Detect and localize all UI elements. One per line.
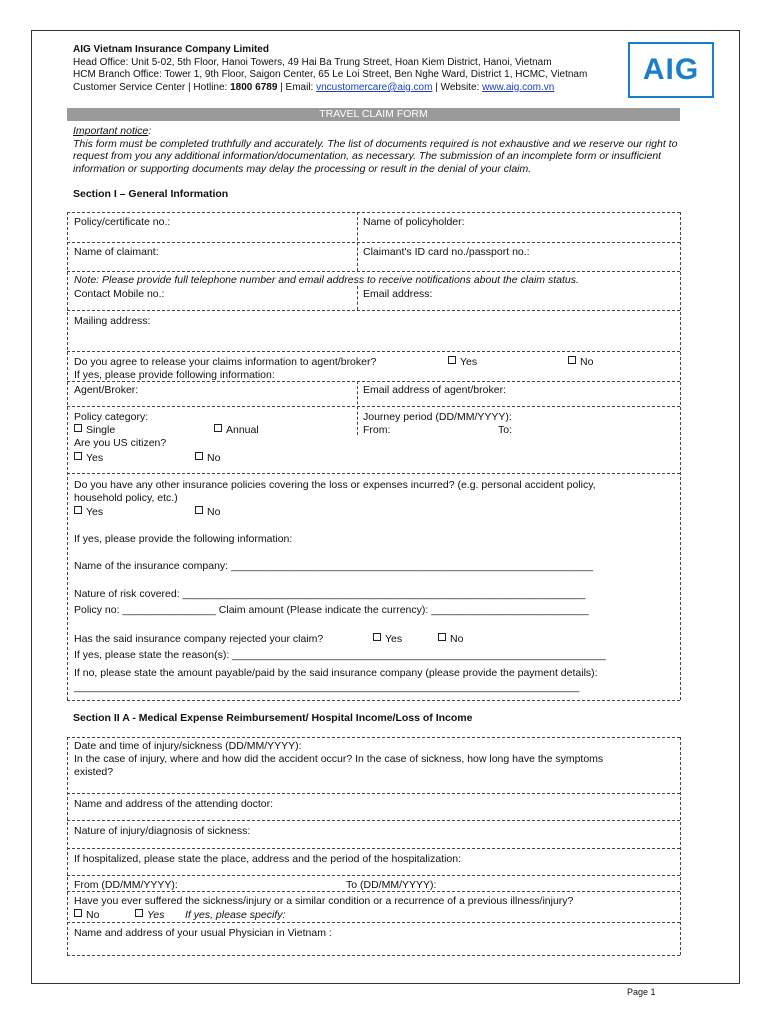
hospitalized-field[interactable]: If hospitalized, please state the place, address and the period of the hospitalization:: [74, 853, 462, 865]
checkbox-icon: [74, 424, 82, 432]
claimant-id-field[interactable]: Claimant's ID card no./passport no.:: [363, 246, 530, 258]
no-label: No: [207, 506, 221, 518]
checkbox-icon: [214, 424, 222, 432]
important-notice: Important notice: This form must be completed truthfully and accurately. The list of documents required is not exhaustive and we reserve our right to request from you any additional information/documentation, as necessary. The submission of an incomplete form or insufficient information or supporting documents may delay the processing or result in the denial of your claim.: [73, 125, 683, 175]
checkbox-icon: [438, 633, 446, 641]
doctor-field[interactable]: Name and address of the attending doctor:: [74, 798, 274, 810]
form-right-border: [680, 212, 681, 700]
divider: [67, 351, 680, 352]
checkbox-icon: [74, 909, 82, 917]
policy-category-label: Policy category:: [74, 411, 149, 423]
injury-where-q: In the case of injury, where and how did the accident occur? In the case of sickness, how long have the symptoms: [74, 753, 604, 765]
injury-where-q2: existed?: [74, 766, 114, 778]
website-prefix: | Website:: [432, 81, 483, 93]
yes-label: Yes: [385, 633, 403, 645]
checkbox-icon: [568, 356, 576, 364]
divider: [67, 922, 680, 923]
us-yes[interactable]: [74, 452, 103, 464]
no-label: No: [580, 356, 594, 368]
column-divider: [357, 381, 358, 435]
divider: [67, 955, 680, 956]
reasons-field[interactable]: If yes, please state the reason(s): ________________________________________________________________: [74, 649, 606, 661]
yes-label: Yes: [147, 909, 165, 921]
journey-period: Journey period (DD/MM/YYYY):: [363, 411, 512, 423]
release-question: Do you agree to release your claims information to agent/broker?: [74, 356, 377, 368]
yes-label: Yes: [86, 452, 104, 464]
website-link[interactable]: www.aig.com.vn: [482, 81, 555, 93]
previous-question: Have you ever suffered the sickness/injury or a similar condition or a recurrence of a previous illness/injury?: [74, 895, 574, 907]
checkbox-icon: [195, 506, 203, 514]
section2-title: Section II A - Medical Expense Reimbursement/ Hospital Income/Loss of Income: [73, 712, 473, 724]
divider: [67, 242, 680, 243]
checkbox-icon: [74, 452, 82, 460]
policy-claim-field[interactable]: Policy no: ________________ Claim amount (Please indicate the currency): ___________________________: [74, 604, 589, 616]
checkbox-icon: [195, 452, 203, 460]
if-yes-following: If yes, please provide the following information:: [74, 533, 293, 545]
divider: [67, 891, 680, 892]
email-field[interactable]: Email address:: [363, 288, 433, 300]
checkbox-icon: [373, 633, 381, 641]
company-name: AIG Vietnam Insurance Company Limited: [73, 44, 269, 55]
annual-option[interactable]: [214, 424, 259, 436]
cs-prefix: Customer Service Center | Hotline:: [73, 81, 231, 93]
previous-yes[interactable]: [135, 909, 165, 921]
mailing-field[interactable]: Mailing address:: [74, 315, 151, 327]
insurer-name-field[interactable]: Name of the insurance company: ______________________________________________________________: [74, 560, 594, 572]
head-office: Head Office: Unit 5-02, 5th Floor, Hanoi Towers, 49 Hai Ba Trung Street, Hoan Kiem District, Hanoi, Vietnam: [73, 56, 552, 68]
column-divider: [357, 286, 358, 310]
customer-service: [73, 82, 587, 95]
divider: [67, 406, 680, 407]
date-injury-field[interactable]: Date and time of injury/sickness (DD/MM/YYYY):: [74, 740, 302, 752]
notice-body: This form must be completed truthfully and accurately. The list of documents required is not exhaustive and we reserve our right to request from you any additional information/documentation, as necessary. The submission of an incomplete form or insufficient information or supporting documents may delay the processing or result in the denial of your claim.: [73, 137, 678, 175]
mobile-field[interactable]: Contact Mobile no.:: [74, 288, 165, 300]
physician-field[interactable]: Name and address of your usual Physician in Vietnam :: [74, 927, 332, 939]
notice-heading: Important notice: [73, 125, 149, 137]
rejected-no[interactable]: [438, 633, 463, 645]
divider: [67, 875, 680, 876]
email-prefix: | Email:: [277, 81, 317, 93]
journey-to[interactable]: To:: [498, 424, 513, 436]
single-label: Single: [86, 424, 116, 436]
form-right-border: [680, 737, 681, 955]
page-number: Page 1: [627, 987, 656, 997]
form-left-border: [67, 212, 68, 700]
section1-title: Section I – General Information: [73, 188, 229, 200]
email-link[interactable]: vncustomercare@aig.com: [316, 81, 433, 93]
divider: [67, 700, 680, 701]
no-label: No: [86, 909, 100, 921]
divider: [67, 473, 680, 474]
annual-label: Annual: [226, 424, 259, 436]
policyholder-field[interactable]: Name of policyholder:: [363, 216, 465, 228]
amount-line[interactable]: ________________________________________________________________________________________________: [74, 682, 580, 693]
rejected-yes[interactable]: [373, 633, 402, 645]
release-yes[interactable]: [448, 356, 477, 368]
yes-label: Yes: [460, 356, 478, 368]
divider: [67, 820, 680, 821]
divider: [67, 848, 680, 849]
hcm-office: HCM Branch Office: Tower 1, 9th Floor, Saigon Center, 65 Le Loi Street, Ben Nghe Ward, District 1, HCMC, Vietnam: [73, 69, 588, 81]
from-date-field[interactable]: From (DD/MM/YYYY):: [74, 879, 178, 891]
to-date-field[interactable]: To (DD/MM/YYYY):: [346, 879, 437, 891]
us-no[interactable]: [195, 452, 220, 464]
other-yes[interactable]: [74, 506, 103, 518]
journey-from[interactable]: From:: [363, 424, 391, 436]
if-yes-specify[interactable]: If yes, please specify:: [185, 909, 286, 921]
divider: [67, 310, 680, 311]
single-option[interactable]: [74, 424, 115, 436]
checkbox-icon: [448, 356, 456, 364]
no-label: No: [207, 452, 221, 464]
hotline: 1800 6789: [230, 81, 278, 93]
yes-label: Yes: [86, 506, 104, 518]
policy-no-field[interactable]: Policy/certificate no.:: [74, 216, 171, 228]
note-text: Note: Please provide full telephone number and email address to receive notifications about the claim status.: [74, 274, 579, 286]
company-header: [73, 44, 587, 94]
other-no[interactable]: [195, 506, 220, 518]
divider: [67, 793, 680, 794]
other-policies-q: Do you have any other insurance policies covering the loss or expenses incurred? (e.g. personal accident policy,: [74, 479, 596, 491]
risk-covered-field[interactable]: Nature of risk covered: _____________________________________________________________________: [74, 588, 586, 600]
form-title: TRAVEL CLAIM FORM: [67, 108, 680, 121]
other-policies-q2: household policy, etc.): [74, 492, 178, 504]
claimant-field[interactable]: Name of claimant:: [74, 246, 159, 258]
checkbox-icon: [74, 506, 82, 514]
divider: [67, 271, 680, 272]
checkbox-icon: [135, 909, 143, 917]
divider: [67, 212, 680, 213]
column-divider: [357, 212, 358, 271]
divider: [67, 381, 680, 382]
form-left-border: [67, 737, 68, 955]
divider: [67, 737, 680, 738]
if-yes-info: If yes, please provide following information:: [74, 369, 275, 381]
us-citizen-question: Are you US citizen?: [74, 437, 167, 449]
no-label: No: [450, 633, 464, 645]
release-no[interactable]: [568, 356, 593, 368]
rejected-question: Has the said insurance company rejected your claim?: [74, 633, 324, 645]
if-no-amount: If no, please state the amount payable/paid by the said insurance company (please provide the payment details):: [74, 667, 598, 679]
aig-logo: AIG: [628, 42, 714, 98]
previous-no[interactable]: [74, 909, 99, 921]
nature-field[interactable]: Nature of injury/diagnosis of sickness:: [74, 825, 251, 837]
agent-email-field[interactable]: Email address of agent/broker:: [363, 384, 506, 396]
agent-field[interactable]: Agent/Broker:: [74, 384, 139, 396]
